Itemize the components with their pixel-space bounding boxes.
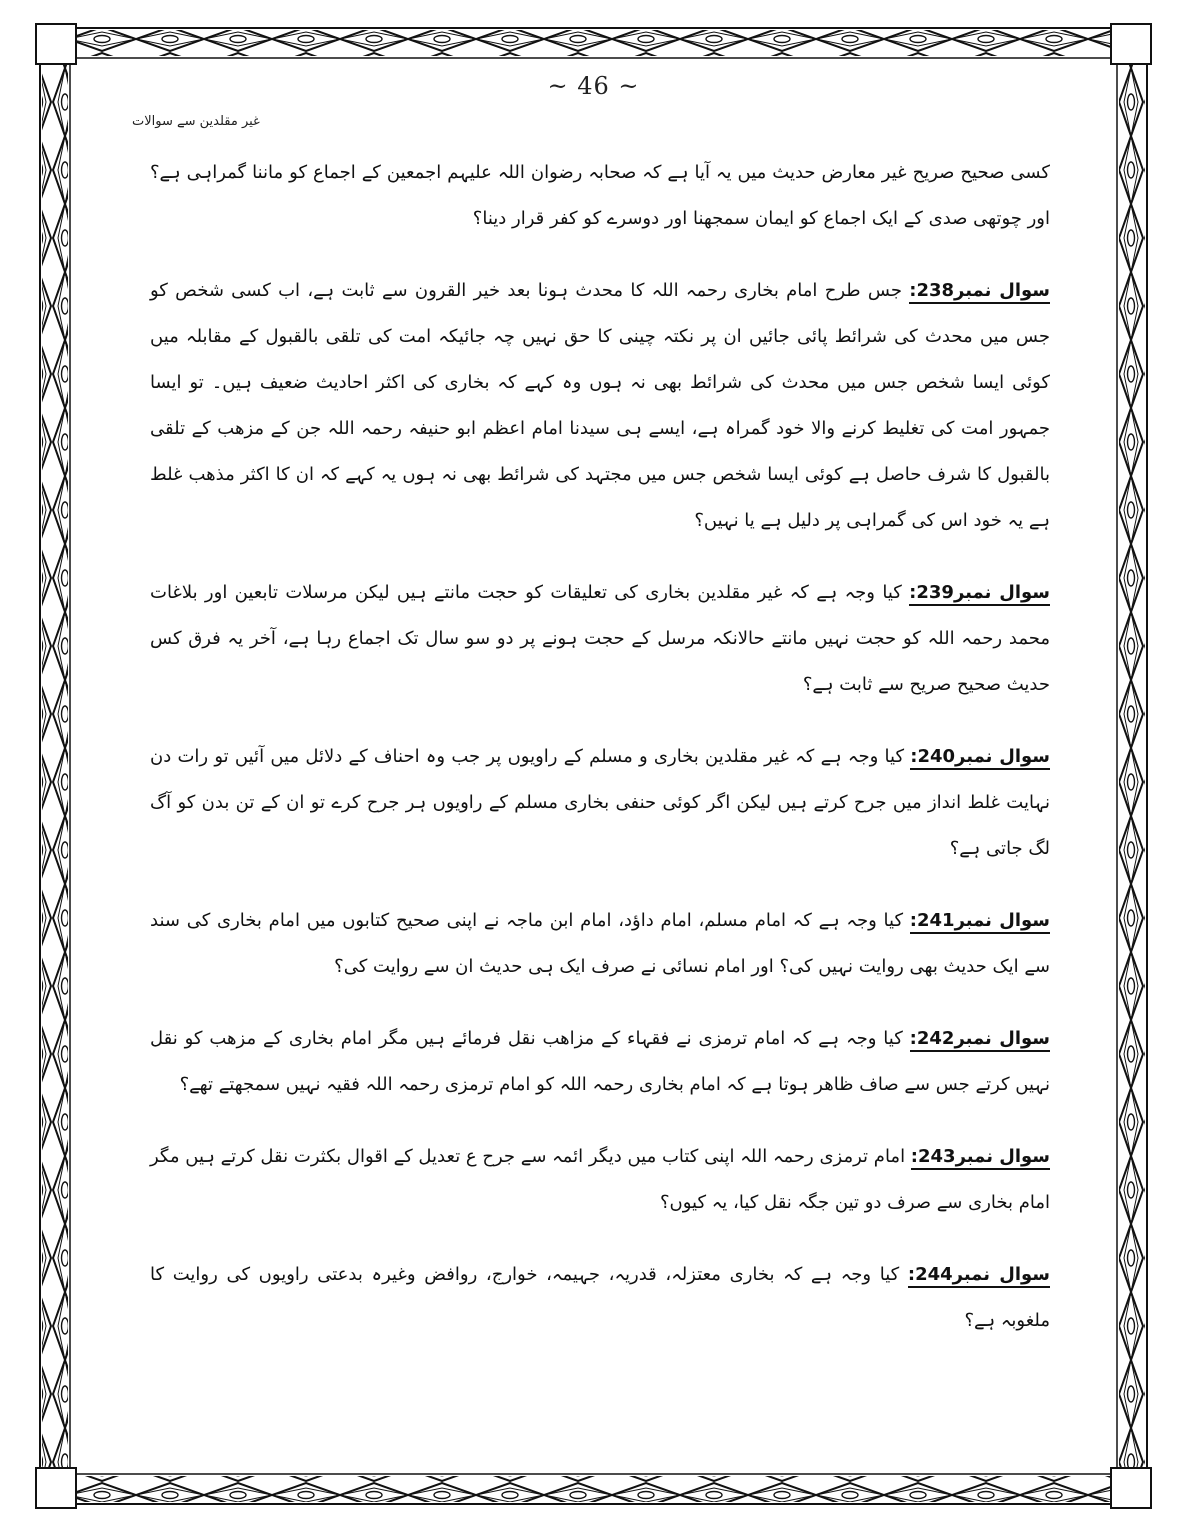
page-content: [150, 150, 1050, 1370]
question-text: کیا وجہ ہے کہ غیر مقلدین بخاری و مسلم کے راویوں پر جب وہ احناف کے دلائل میں آئیں تو رات دن نہایت غلط انداز میں جرح کرتے ہیں لیکن اگر کوئی حنفی بخاری مسلم کے راویوں ہر جرح کرے تو ان کے تن بدن کو آگ لگ جاتی ہے؟: [150, 746, 1050, 859]
question-label: سوال نمبر239:: [909, 582, 1050, 606]
question-text: جس طرح امام بخاری رحمہ اللہ کا محدث ہونا بعد خیر القرون سے ثابت ہے، اب کسی شخص کو جس میں محدث کی شرائط پائی جائیں ان پر نکتہ چینی کا حق نہیں چہ جائیکہ امت کی تلقی بالقبول کے مقابلہ میں کوئی ایسا شخص جس میں محدث کی شرائط بھی نہ ہوں وہ کہے کہ بخاری کی اکثر احادیث ضعیف ہیں۔ تو ایسا جمہور امت کی تغلیط کرنے والا خود گمراہ ہے، ایسے ہی سیدنا امام اعظم ابو حنیفہ رحمہ اللہ جن کے مزھب کے تلقی بالقبول کا شرف حاصل ہے کوئی ایسا شخص جس میں مجتہد کی شرائط بھی نہ ہوں یہ کہے کہ ان کا اکثر مذھب غلط ہے یہ خود اس کی گمراہی پر دلیل ہے یا نہیں؟: [150, 280, 1050, 531]
intro-paragraph: کسی صحیح صریح غیر معارض حدیث میں یہ آیا ہے کہ صحابہ رضوان اللہ علیہم اجمعین کے اجماع کو ماننا گمراہی ہے؟ اور چوتھی صدی کے ایک اجماع کو ایمان سمجھنا اور دوسرے کو کفر قرار دینا؟: [150, 162, 1050, 229]
question-label: سوال نمبر244:: [908, 1264, 1050, 1288]
question-238: [150, 268, 1050, 544]
question-text: کیا وجہ ہے کہ غیر مقلدین بخاری کی تعلیقات کو حجت مانتے ہیں لیکن مرسلات تابعین اور بلاغات محمد رحمہ اللہ کو حجت نہیں مانتے حالانکہ مرسل کے حجت ہونے پر دو سو سال تک اجماع رہا ہے، آخر یہ فرق کس حدیث صحیح صریح سے ثابت ہے؟: [150, 582, 1050, 695]
question-label: سوال نمبر238:: [909, 280, 1050, 304]
page-number: ~ 46 ~: [547, 72, 640, 100]
question-text: کیا وجہ ہے کہ امام ترمزی نے فقہاء کے مزاھب نقل فرمائے ہیں مگر امام بخاری کے مزھب کو نقل نہیں کرتے جس سے صاف ظاھر ہوتا ہے کہ امام بخاری رحمہ اللہ کو امام ترمزی رحمہ اللہ فقیہ نہیں سمجھتے تھے؟: [150, 1028, 1050, 1095]
question-241: [150, 898, 1050, 990]
question-text: کیا وجہ ہے کہ امام مسلم، امام داؤد، امام ابن ماجہ نے اپنی صحیح کتابوں میں امام بخاری کی سند سے ایک حدیث بھی روایت نہیں کی؟ اور امام نسائی نے صرف ایک ہی حدیث ان سے روایت کی؟: [150, 910, 1050, 977]
running-header: غیر مقلدین سے سوالات: [132, 114, 260, 129]
question-text: امام ترمزی رحمہ اللہ اپنی کتاب میں دیگر ائمہ سے جرح ع تعدیل کے اقوال بکثرت نقل کرتے ہیں مگر امام بخاری سے صرف دو تین جگہ نقل کیا، یہ کیوں؟: [150, 1146, 1050, 1213]
question-label: سوال نمبر241:: [910, 910, 1050, 934]
question-label: سوال نمبر242:: [910, 1028, 1050, 1052]
question-label: سوال نمبر240:: [910, 746, 1050, 770]
question-240: [150, 734, 1050, 872]
question-242: [150, 1016, 1050, 1108]
question-244: [150, 1252, 1050, 1344]
question-239: [150, 570, 1050, 708]
question-243: [150, 1134, 1050, 1226]
question-text: کیا وجہ ہے کہ بخاری معتزلہ، قدریہ، جہیمہ، خوارج، روافض وغیرہ بدعتی راویوں کی روایت کا ملغوبہ ہے؟: [150, 1264, 1050, 1331]
question-label: سوال نمبر243:: [911, 1146, 1050, 1170]
